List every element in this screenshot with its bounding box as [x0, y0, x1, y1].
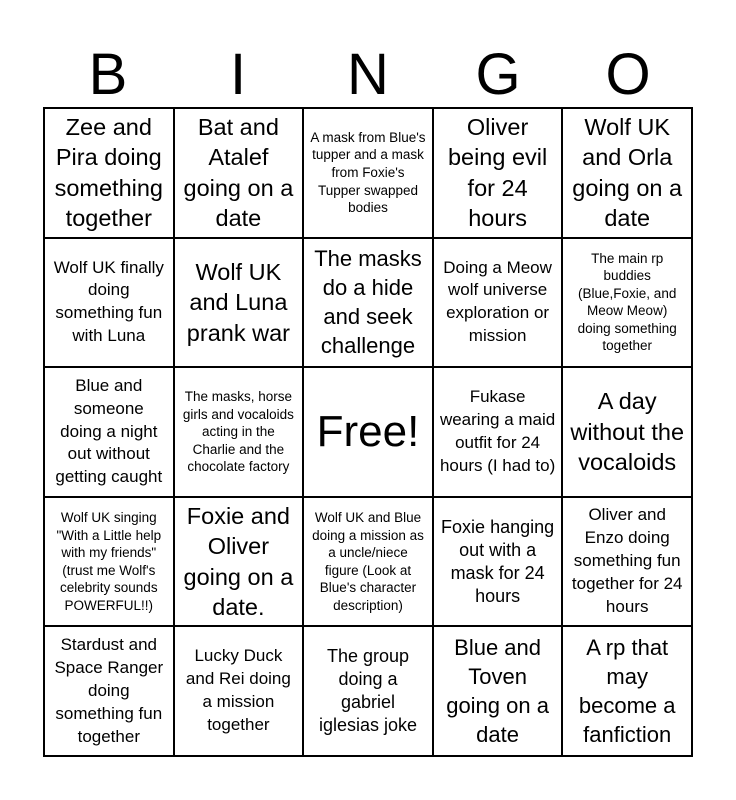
title-letter-n: N	[347, 42, 389, 107]
title-letter-b: B	[88, 42, 128, 107]
bingo-cell[interactable]: Foxie and Oliver going on a date.	[174, 497, 304, 627]
bingo-cell[interactable]: Zee and Pira doing something together	[44, 108, 174, 238]
bingo-cell[interactable]: Stardust and Space Ranger doing something fun together	[44, 626, 174, 756]
bingo-cell[interactable]: Wolf UK singing "With a Little help with my friends" (trust me Wolf's celebrity sounds POWERFUL!!)	[44, 497, 174, 627]
bingo-title	[43, 42, 693, 108]
bingo-cell[interactable]: The group doing a gabriel iglesias joke	[303, 626, 433, 756]
bingo-cell[interactable]: Wolf UK finally doing something fun with Luna	[44, 238, 174, 368]
bingo-cell[interactable]: A rp that may become a fanfiction	[562, 626, 692, 756]
bingo-cell[interactable]: The main rp buddies (Blue,Foxie, and Meow Meow) doing something together	[562, 238, 692, 368]
bingo-cell[interactable]: A mask from Blue's tupper and a mask from Foxie's Tupper swapped bodies	[303, 108, 433, 238]
bingo-cell[interactable]: Lucky Duck and Rei doing a mission together	[174, 626, 304, 756]
bingo-cell[interactable]: Oliver being evil for 24 hours	[433, 108, 563, 238]
bingo-cell[interactable]: The masks do a hide and seek challenge	[303, 238, 433, 368]
bingo-cell[interactable]: Blue and someone doing a night out without getting caught	[44, 367, 174, 497]
bingo-cell[interactable]: A day without the vocaloids	[562, 367, 692, 497]
bingo-cell[interactable]: Foxie hanging out with a mask for 24 hours	[433, 497, 563, 627]
bingo-cell[interactable]: Bat and Atalef going on a date	[174, 108, 304, 238]
bingo-cell[interactable]: Oliver and Enzo doing something fun together for 24 hours	[562, 497, 692, 627]
bingo-cell[interactable]: Fukase wearing a maid outfit for 24 hours (I had to)	[433, 367, 563, 497]
bingo-cell[interactable]: Blue and Toven going on a date	[433, 626, 563, 756]
title-letter-g: G	[475, 42, 521, 107]
title-letter-o: O	[605, 42, 651, 107]
bingo-board	[43, 107, 693, 757]
bingo-cell[interactable]: The masks, horse girls and vocaloids acting in the Charlie and the chocolate factory	[174, 367, 304, 497]
free-space-cell[interactable]: Free!	[303, 367, 433, 497]
title-letter-i: I	[229, 42, 247, 107]
bingo-cell[interactable]: Wolf UK and Orla going on a date	[562, 108, 692, 238]
bingo-cell[interactable]: Wolf UK and Blue doing a mission as a uncle/niece figure (Look at Blue's character description)	[303, 497, 433, 627]
bingo-cell[interactable]: Wolf UK and Luna prank war	[174, 238, 304, 368]
bingo-cell[interactable]: Doing a Meow wolf universe exploration or mission	[433, 238, 563, 368]
